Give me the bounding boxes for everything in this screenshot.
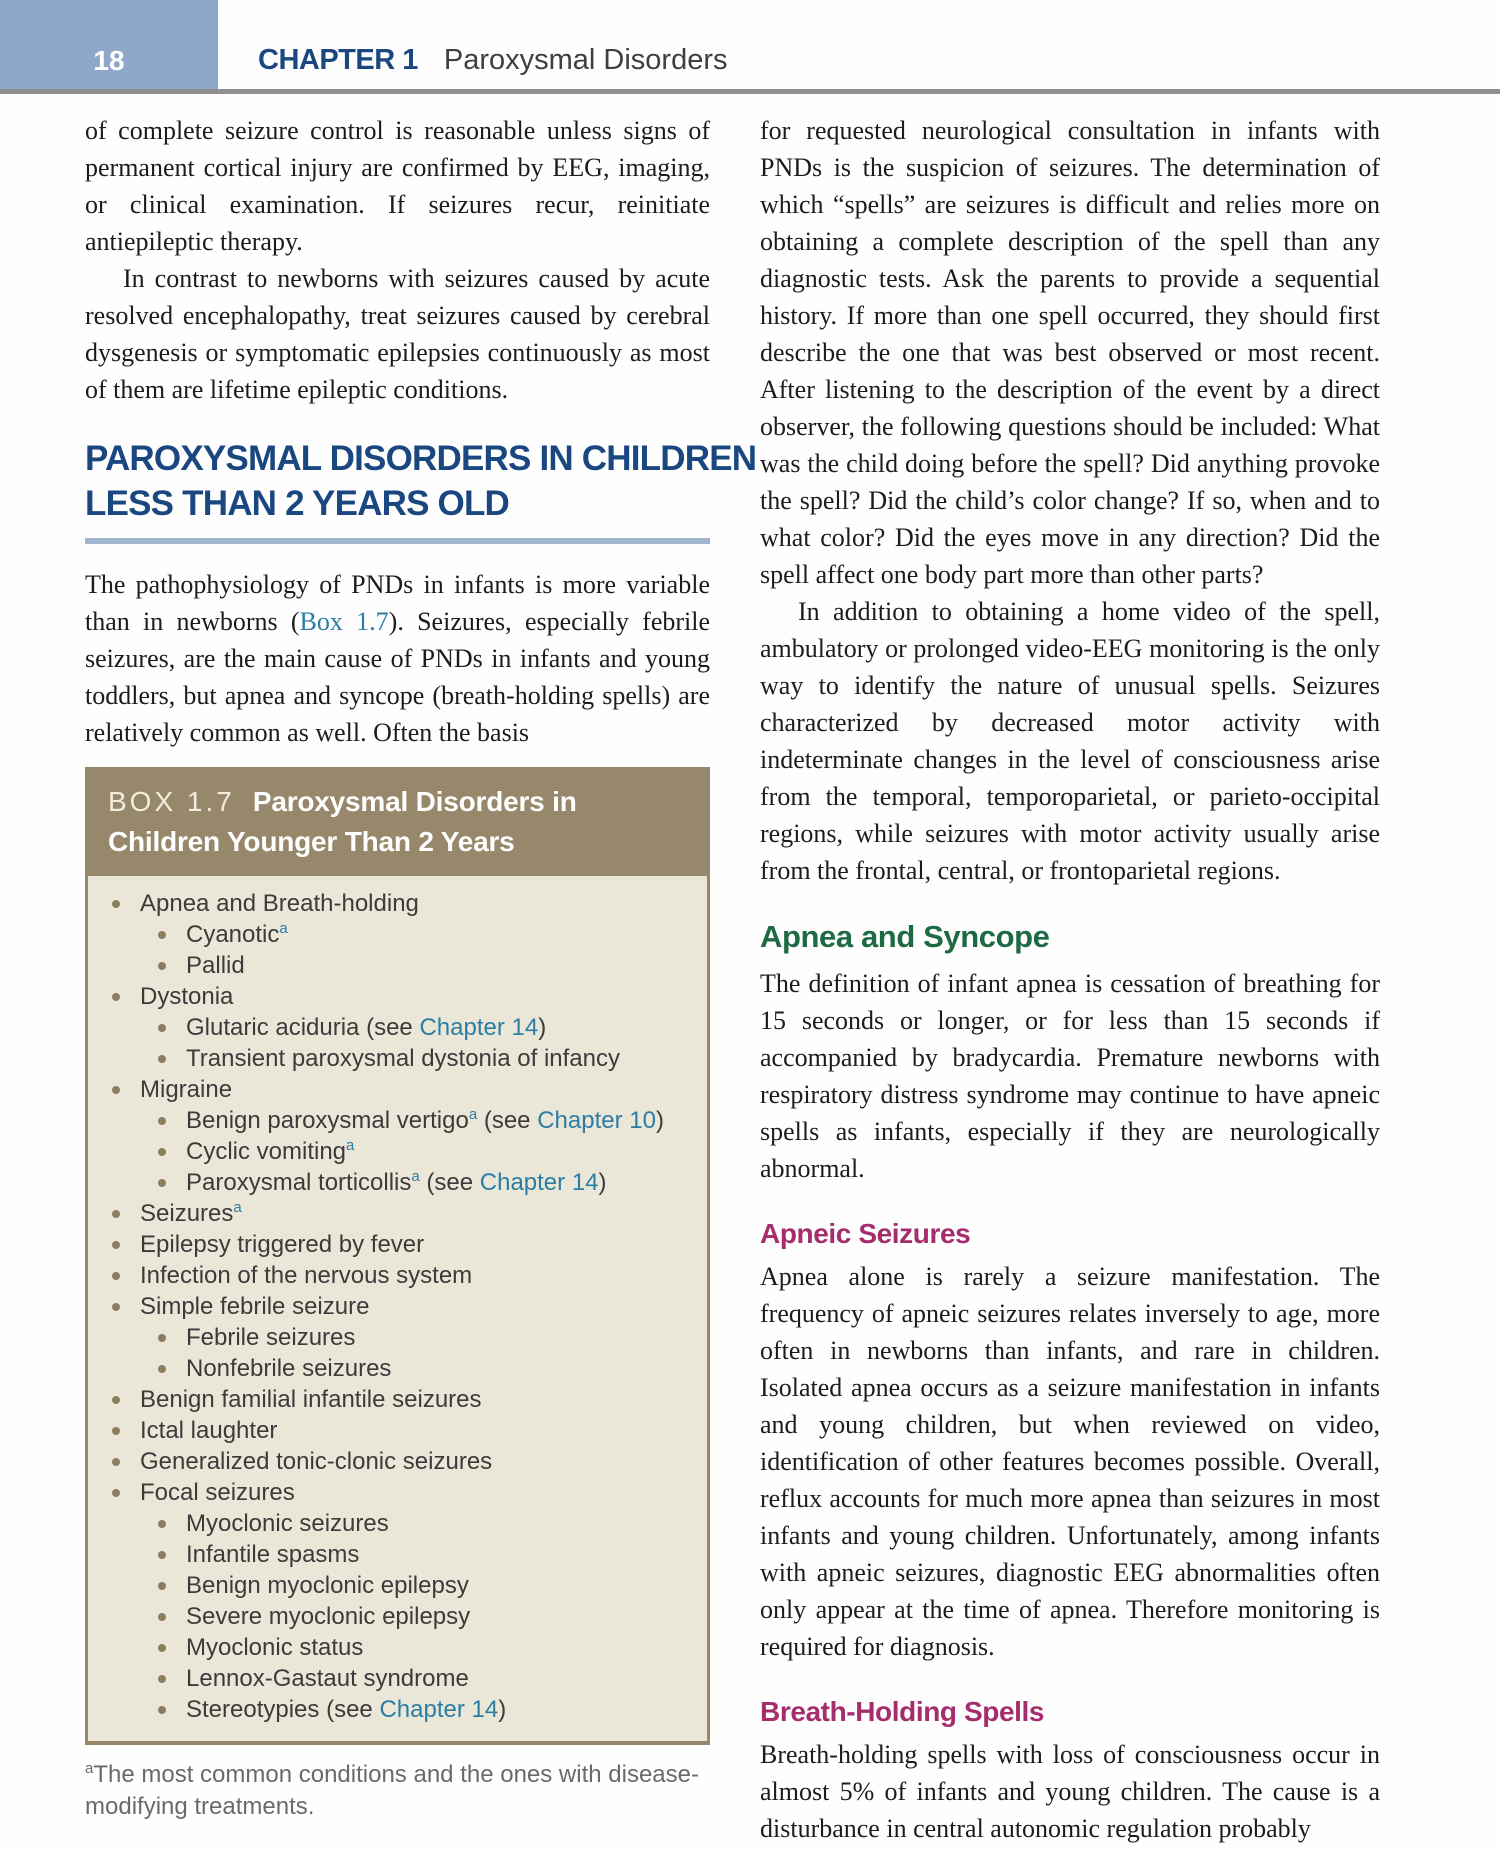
bullet-icon (158, 962, 166, 970)
bullet-icon (158, 1520, 166, 1528)
list-item: Glutaric aciduria (see Chapter 14) (88, 1012, 693, 1043)
section-heading-line1: PAROXYSMAL DISORDERS IN CHILDREN (85, 439, 757, 478)
subsection-heading-apneic-seizures: Apneic Seizures (760, 1218, 971, 1249)
body-paragraph: In addition to obtaining a home video of the spell, ambulatory or prolonged video-EEG monitoring is the only way to identify the nature of unusual spells. Seizures characterized by decreased motor activity with indeterminate changes in the level of consciousness arise from the temporal, temporoparietal, or parieto-occipital regions, while seizures with motor activity usually arise from the frontal, central, or frontoparietal regions. (760, 597, 1380, 885)
bullet-icon (158, 1644, 166, 1652)
bullet-icon (158, 1613, 166, 1621)
bullet-icon (158, 1055, 166, 1063)
bullet-icon (112, 1427, 120, 1435)
body-paragraph: of complete seizure control is reasonable unless signs of permanent cortical injury are confirmed by EEG, imaging, or clinical examination. If seizures recur, reinitiate antiepileptic therapy. (85, 116, 710, 256)
bullet-icon (112, 993, 120, 1001)
bullet-icon (158, 1365, 166, 1373)
running-head (258, 0, 728, 89)
list-item: Infection of the nervous system (88, 1260, 693, 1291)
list-item: Ictal laughter (88, 1415, 693, 1446)
bullet-icon (158, 1551, 166, 1559)
bullet-icon (112, 1458, 120, 1466)
bullet-icon (158, 1024, 166, 1032)
list-item: Myoclonic status (88, 1632, 693, 1663)
footnote-marker: a (411, 1168, 420, 1185)
list-item: Cyclic vomiting$^a$ (88, 1136, 693, 1167)
body-paragraph: Breath-holding spells with loss of consciousness occur in almost 5% of infants and young children. The cause is a disturbance in central autonomic regulation probably (760, 1740, 1380, 1843)
box-title: Paroxysmal Disorders in Children Younger Than 2 Years (108, 786, 577, 857)
bullet-icon (112, 1303, 120, 1311)
bullet-icon (112, 1272, 120, 1280)
chapter-link[interactable]: Chapter 14 (379, 1696, 499, 1723)
page-number-band (0, 0, 218, 89)
box-1-7-link[interactable]: Box 1.7 (299, 607, 389, 636)
body-paragraph: Apnea alone is rarely a seizure manifestation. The frequency of apneic seizures relates inversely to age, more often in newborns than infants, and rare in children. Isolated apnea occurs as a seizure manifestation in infants and young children, but when reviewed on video, identification of other features becomes possible. Overall, reflux accounts for much more apnea than seizures in most infants and young children. Unfortunately, among infants with apneic seizures, diagnostic EEG abnormalities often only appear at the time of apnea. Therefore monitoring is required for diagnosis. (760, 1262, 1380, 1661)
list-item: Apnea and Breath-holding (88, 888, 693, 919)
subsection-heading-breath-holding-spells: Breath-Holding Spells (760, 1696, 1045, 1727)
subsection-heading-apnea-and-syncope: Apnea and Syncope (760, 919, 1050, 954)
body-paragraph: The definition of infant apnea is cessation of breathing for 15 seconds or longer, or for less than 15 seconds if accompanied by bradycardia. Premature newborns with respiratory distress syndrome may continue to have apneic spells as infants, especially if they are neurologically abnormal. (760, 969, 1380, 1183)
list-item: Benign familial infantile seizures (88, 1384, 693, 1415)
list-item: Nonfebrile seizures (88, 1353, 693, 1384)
list-item: Benign myoclonic epilepsy (88, 1570, 693, 1601)
paragraph-text: The pathophysiology of PNDs in infants is more variable than in newborns ( (85, 570, 710, 636)
list-item: Simple febrile seizure (88, 1291, 693, 1322)
list-item: Myoclonic seizures (88, 1508, 693, 1539)
body-paragraph (85, 566, 710, 751)
list-item: Febrile seizures (88, 1322, 693, 1353)
bullet-icon (158, 1706, 166, 1714)
list-item: Cyanotic$^a$ (88, 919, 693, 950)
bullet-icon (158, 1334, 166, 1342)
bullet-icon (112, 900, 120, 908)
list-item: Lennox-Gastaut syndrome (88, 1663, 693, 1694)
bullet-icon (112, 1086, 120, 1094)
list-item: Stereotypies (see Chapter 14) (88, 1694, 693, 1725)
chapter-link[interactable]: Chapter 14 (479, 1169, 599, 1196)
list-item: Severe myoclonic epilepsy (88, 1601, 693, 1632)
bullet-icon (158, 1582, 166, 1590)
footnote-marker: a (468, 1106, 478, 1123)
left-column (85, 112, 757, 1847)
box-header (88, 770, 707, 876)
chapter-title: Paroxysmal Disorders (443, 44, 728, 76)
chapter-label: CHAPTER 1 (258, 44, 418, 76)
bullet-icon (158, 1675, 166, 1683)
list-item: Seizures$^a$ (88, 1198, 693, 1229)
bullet-icon (158, 1148, 166, 1156)
box-label: BOX 1.7 (108, 786, 235, 817)
list-item: Generalized tonic-clonic seizures (88, 1446, 693, 1477)
list-item: Pallid (88, 950, 693, 981)
list-item: Focal seizures (88, 1477, 693, 1508)
body-paragraph: In contrast to newborns with seizures caused by acute resolved encephalopathy, treat seizures caused by cerebral dysgenesis or symptomatic epilepsies continuously as most of them are lifetime epileptic conditions. (85, 264, 710, 404)
list-item: Paroxysmal torticollis$^a$ (see Chapter 14) (88, 1167, 693, 1198)
right-column (760, 112, 1380, 1847)
footnote-marker: a (85, 1760, 94, 1777)
bullet-icon (112, 1489, 120, 1497)
chapter-link[interactable]: Chapter 14 (419, 1014, 539, 1041)
chapter-link[interactable]: Chapter 10 (537, 1107, 656, 1134)
section-heading-line2: LESS THAN 2 YEARS OLD (85, 484, 510, 523)
header-rule (0, 89, 1500, 94)
bullet-icon (158, 931, 166, 939)
page-content (85, 112, 1380, 1847)
list-item: Dystonia (88, 981, 693, 1012)
paragraph-text: ). Seizures, especially febrile seizures, are the main cause of PNDs in infants and young toddlers, but apnea and syncope (breath-holding spells) are relatively common as well. Often the basis (85, 607, 711, 747)
list-item: Transient paroxysmal dystonia of infancy (88, 1043, 693, 1074)
footnote-marker: a (233, 1199, 242, 1216)
bullet-icon (112, 1396, 120, 1404)
body-paragraph: for requested neurological consultation in infants with PNDs is the suspicion of seizures. The determination of which “spells” are seizures is difficult and relies more on obtaining a complete description of the spell than any diagnostic tests. Ask the parents to provide a sequential history. If more than one spell occurred, they should first describe the one that was best observed or most recent. After listening to the description of the event by a direct observer, the following questions should be included: What was the child doing before the spell? Did anything provoke the spell? Did the child’s color change? If so, when and to what color? Did the eyes move in any direction? Did the spell affect one body part more than other parts? (760, 116, 1380, 589)
box-footnote: $^a$The most common conditions and the ones with disease-modifying treatments. (85, 1760, 699, 1820)
bullet-icon (158, 1117, 166, 1125)
bullet-icon (158, 1179, 166, 1187)
list-item: Epilepsy triggered by fever (88, 1229, 693, 1260)
footnote-marker: a (279, 920, 288, 937)
box-1-7 (85, 767, 710, 1745)
footnote-marker: a (346, 1137, 355, 1154)
section-heading (85, 436, 757, 544)
list-item: Infantile spasms (88, 1539, 693, 1570)
page-number: 18 (93, 45, 125, 76)
bullet-icon (112, 1241, 120, 1249)
box-list (88, 876, 707, 1741)
list-item: Migraine (88, 1074, 693, 1105)
list-item: Benign paroxysmal vertigo$^a$ (see Chapter 10) (88, 1105, 693, 1136)
bullet-icon (112, 1210, 120, 1218)
